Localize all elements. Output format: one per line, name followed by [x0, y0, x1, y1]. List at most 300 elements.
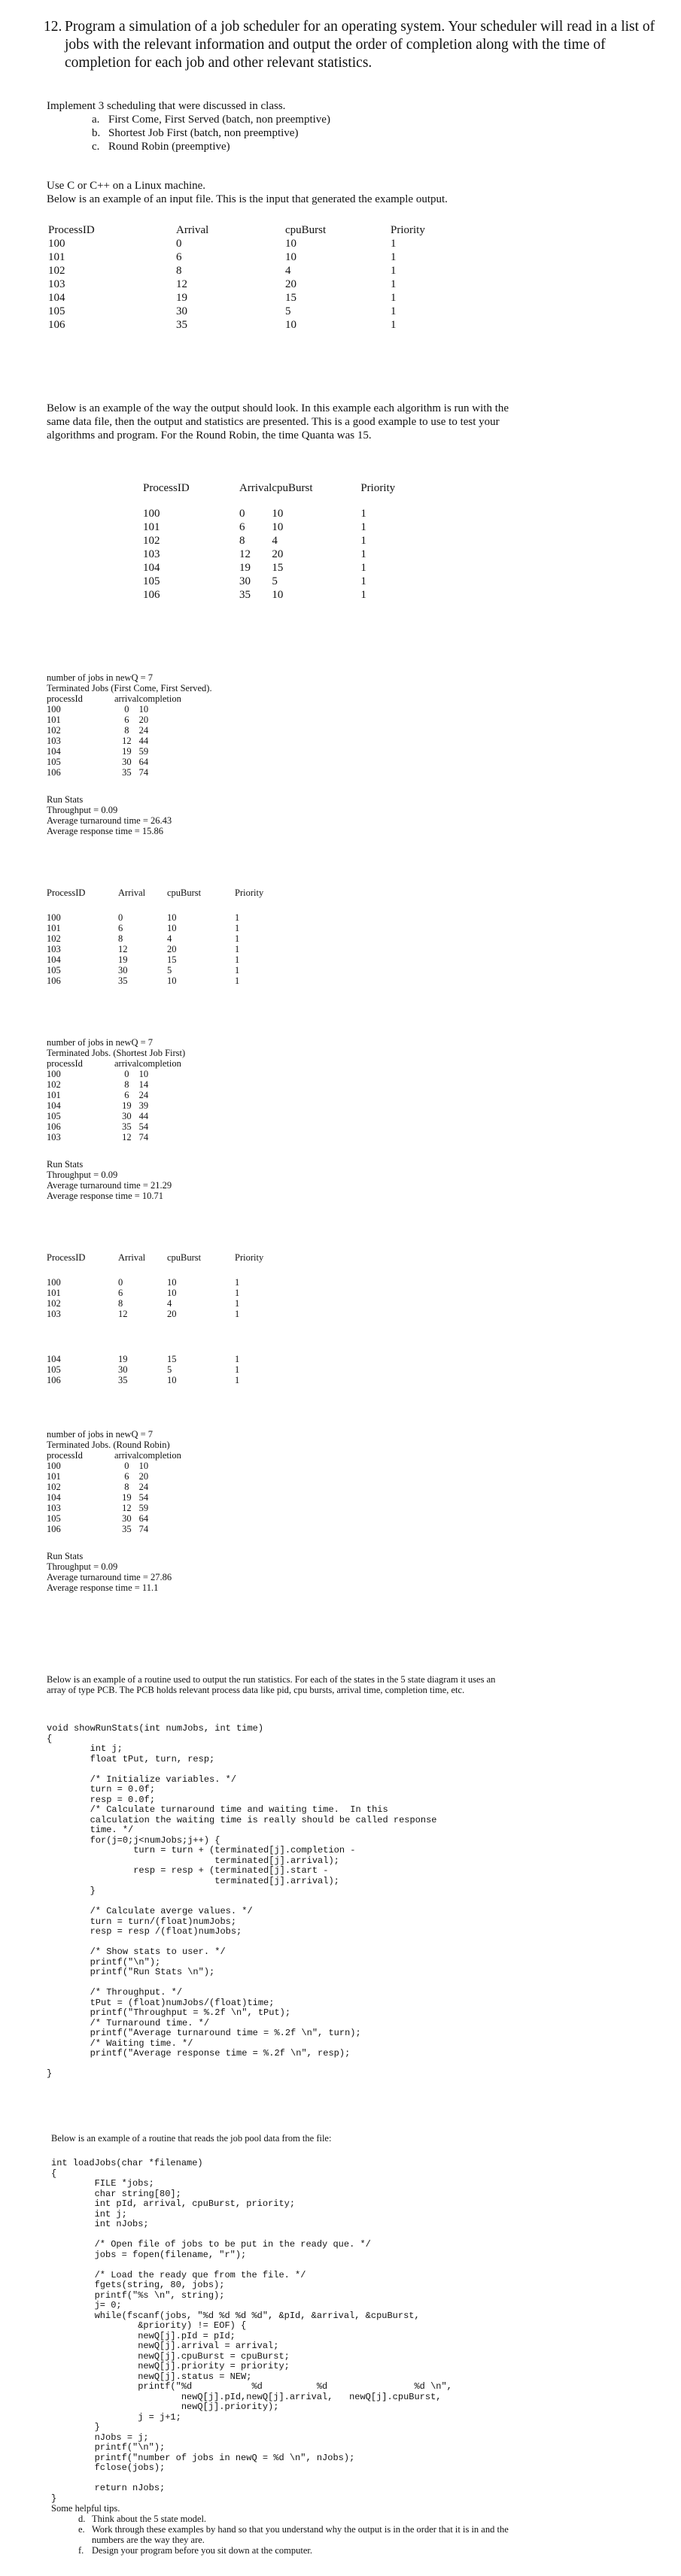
- table-cell: 30: [118, 965, 128, 975]
- implement-intro: Implement 3 scheduling that were discussed in class.: [47, 100, 286, 112]
- table-cell: 19: [239, 562, 251, 574]
- table-cell: 12: [176, 278, 187, 290]
- list-item: [78, 2514, 518, 2524]
- table-row: [47, 715, 184, 725]
- column-header: completion: [138, 1450, 181, 1461]
- table-cell: 20: [167, 944, 177, 954]
- column-header: Arrival: [118, 887, 146, 898]
- list-text: Round Robin (preemptive): [108, 141, 230, 153]
- table-cell: 74: [138, 1132, 149, 1142]
- table-cell: 10: [138, 704, 149, 715]
- language-line: Use C or C++ on a Linux machine.: [47, 180, 206, 192]
- table-row: [47, 704, 184, 715]
- table-cell: 103: [48, 278, 65, 290]
- table-cell: 12: [122, 736, 132, 746]
- table-cell: 54: [138, 1121, 149, 1132]
- table-cell: 10: [167, 1288, 177, 1298]
- table-cell: 100: [47, 704, 61, 715]
- table-cell: 102: [47, 1079, 61, 1090]
- table-row: [47, 1111, 184, 1121]
- fcfs-title: Terminated Jobs (First Come, First Served).: [47, 683, 212, 693]
- input-intro: Below is an example of an input file. This is the input that generated the example output.: [47, 193, 448, 205]
- run-stat-line: Average turnaround time = 27.86: [47, 1572, 172, 1582]
- table-cell: 0: [239, 508, 245, 520]
- table-row: [47, 975, 280, 986]
- table-cell: 10: [272, 589, 284, 601]
- table-cell: 1: [391, 251, 397, 263]
- column-header: ProcessID: [48, 224, 95, 236]
- table-cell: 0: [124, 1069, 129, 1079]
- table-row: [47, 757, 184, 767]
- run-stat-line: Throughput = 0.09: [47, 1170, 118, 1180]
- problem-text: Program a simulation of a job scheduler for an operating system. Your scheduler will read in a list of jobs with the relevant information and output the order of completion along with the time of completion for each job and other relevant statistics.: [65, 19, 655, 71]
- table-cell: 19: [176, 292, 187, 304]
- table-row: [47, 1277, 280, 1288]
- table-cell: 1: [235, 912, 240, 923]
- table-cell: 8: [239, 535, 245, 547]
- table-cell: 64: [138, 1513, 149, 1524]
- table-cell: 0: [124, 704, 129, 715]
- table-cell: 105: [47, 757, 61, 767]
- table-cell: 101: [47, 1090, 61, 1100]
- routine-intro: Below is an example of a routine used to output the run statistics. For each of the states in the 5 state diagram it uses an array of type PCB. The PCB holds relevant process data like pid, cpu bursts, arrival time, completion time, etc.: [47, 1674, 496, 1695]
- table-cell: 104: [47, 954, 61, 965]
- table-cell: 106: [47, 1524, 61, 1534]
- table-cell: 102: [143, 535, 160, 547]
- table-cell: 104: [47, 1354, 61, 1364]
- sjf-output: [47, 1037, 185, 1201]
- table-cell: 1: [360, 575, 366, 587]
- table-row: [47, 1503, 184, 1513]
- table-cell: 1: [235, 954, 240, 965]
- table-cell: 10: [167, 912, 177, 923]
- table-cell: 102: [47, 1482, 61, 1492]
- table-cell: 5: [272, 575, 278, 587]
- table-header: [47, 1252, 280, 1277]
- table-row: [47, 933, 280, 944]
- table-cell: 15: [272, 562, 284, 574]
- table-cell: 35: [122, 1524, 132, 1534]
- list-text: Think about the 5 state model.: [92, 2514, 207, 2524]
- table-row: [47, 1482, 184, 1492]
- rr-title: Terminated Jobs. (Round Robin): [47, 1440, 170, 1450]
- table-cell: 104: [47, 1100, 61, 1111]
- table-cell: 8: [118, 933, 123, 944]
- table-cell: 1: [235, 1375, 240, 1385]
- fcfs-output: [47, 672, 212, 836]
- table-cell: 4: [272, 535, 278, 547]
- table-cell: 0: [118, 1277, 123, 1288]
- rr-jobs-line: number of jobs in newQ = 7: [47, 1429, 154, 1440]
- table-row: [48, 291, 481, 305]
- table-row: [47, 1090, 184, 1100]
- table-row: [47, 1309, 280, 1319]
- table-cell: 10: [167, 1277, 177, 1288]
- list-marker: e.: [78, 2524, 85, 2535]
- column-header: processId: [47, 693, 83, 704]
- table-cell: 10: [285, 238, 296, 250]
- table-header: [47, 887, 280, 912]
- table-cell: 19: [118, 1354, 128, 1364]
- output-intro: Below is an example of the way the output should look. In this example each algorithm is run with the same data file, then the output and statistics are presented. This is a good example to use to test your algorithms and program. For the Round Robin, the time Quanta was 15.: [47, 402, 509, 441]
- table-row: [48, 278, 481, 291]
- table-cell: 10: [138, 1461, 149, 1471]
- table-cell: 100: [47, 1277, 61, 1288]
- tips-title: Some helpful tips.: [51, 2503, 120, 2514]
- table-cell: 54: [138, 1492, 149, 1503]
- run-stat-line: Average response time = 11.1: [47, 1582, 159, 1593]
- algorithm-list: [92, 113, 573, 153]
- table-cell: 0: [118, 912, 123, 923]
- table-row: [47, 944, 280, 954]
- table-cell: 30: [239, 575, 251, 587]
- table-cell: 64: [138, 757, 149, 767]
- implement-section: [47, 99, 573, 153]
- table-row: [47, 1079, 184, 1090]
- table-cell: 44: [138, 1111, 149, 1121]
- table-cell: 100: [47, 912, 61, 923]
- tips-list: [78, 2514, 518, 2556]
- run-stat-line: Throughput = 0.09: [47, 1561, 118, 1572]
- table-cell: 1: [235, 1364, 240, 1375]
- table-cell: 12: [239, 548, 251, 560]
- rr-output: [47, 1429, 184, 1593]
- table-cell: 44: [138, 736, 149, 746]
- column-header: processId: [47, 1450, 83, 1461]
- table-row: [47, 1069, 184, 1079]
- table-cell: 30: [122, 757, 132, 767]
- list-text: First Come, First Served (batch, non preemptive): [108, 114, 330, 126]
- table-cell: 59: [138, 1503, 149, 1513]
- table4: [47, 1252, 280, 1385]
- table-cell: 104: [48, 292, 65, 304]
- table-cell: 106: [47, 1121, 61, 1132]
- table-cell: 35: [122, 767, 132, 778]
- sample-input-table: [143, 481, 421, 602]
- column-header: Arrival: [118, 1252, 146, 1263]
- table-row: [47, 1364, 280, 1375]
- table-cell: 1: [391, 265, 397, 277]
- column-header: Priority: [235, 887, 264, 898]
- table-cell: 1: [235, 923, 240, 933]
- table-cell: 12: [122, 1503, 132, 1513]
- run-stat-line: Run Stats: [47, 794, 84, 805]
- table-row: [47, 1298, 280, 1309]
- table-cell: 100: [47, 1461, 61, 1471]
- run-stat-line: Average response time = 15.86: [47, 826, 164, 836]
- table-cell: 100: [143, 508, 160, 520]
- table-cell: 39: [138, 1100, 149, 1111]
- table-cell: 1: [235, 1354, 240, 1364]
- table-row: [47, 1524, 184, 1534]
- input-table: [48, 223, 481, 332]
- column-header: Priority: [360, 482, 396, 494]
- table-cell: 0: [124, 1461, 129, 1471]
- table3: [47, 887, 280, 986]
- table-cell: 103: [143, 548, 160, 560]
- table-header: [47, 1450, 184, 1461]
- table-row: [47, 965, 280, 975]
- table-cell: 103: [47, 1132, 61, 1142]
- table-cell: 10: [285, 319, 296, 331]
- table-cell: 4: [167, 1298, 172, 1309]
- table-cell: 101: [47, 1471, 61, 1482]
- table-cell: 101: [48, 251, 65, 263]
- table-cell: 106: [47, 767, 61, 778]
- table-cell: 15: [167, 954, 177, 965]
- table-cell: 1: [235, 1298, 240, 1309]
- table-cell: 24: [138, 1090, 149, 1100]
- table-cell: 1: [391, 305, 397, 317]
- requirements: [47, 179, 649, 206]
- table-row: [47, 725, 184, 736]
- table-cell: 12: [118, 944, 128, 954]
- table-cell: 5: [167, 965, 172, 975]
- table-cell: 35: [118, 1375, 128, 1385]
- sjf-title: Terminated Jobs. (Shortest Job First): [47, 1048, 186, 1058]
- table-cell: 59: [138, 746, 149, 757]
- table-cell: 1: [235, 965, 240, 975]
- table-cell: 19: [122, 746, 132, 757]
- column-header: Priority: [391, 224, 425, 236]
- table-cell: 106: [143, 589, 160, 601]
- table-cell: 102: [47, 933, 61, 944]
- table-cell: 30: [122, 1513, 132, 1524]
- table-header: [47, 693, 184, 704]
- table-cell: 105: [143, 575, 160, 587]
- table-row: [47, 746, 184, 757]
- table-cell: 1: [235, 1288, 240, 1298]
- list-text: Work through these examples by hand so that you understand why the output is in the order that it is in and the numbers are the way they are.: [92, 2524, 509, 2545]
- table-cell: 20: [272, 548, 284, 560]
- table-cell: 0: [176, 238, 182, 250]
- column-header: cpuBurst: [167, 1252, 202, 1263]
- column-header: Arrival: [239, 482, 272, 494]
- table-cell: 101: [47, 1288, 61, 1298]
- list-text: Shortest Job First (batch, non preemptive): [108, 127, 299, 139]
- problem-number: 12.: [44, 19, 62, 35]
- table-cell: 1: [235, 1309, 240, 1319]
- table-cell: 6: [118, 1288, 123, 1298]
- table-row: [47, 767, 184, 778]
- column-header: processId: [47, 1058, 83, 1069]
- load-jobs-code: int loadJobs(char *filename) { FILE *jobs; char string[80]; int pId, arrival, cpuBurst, priority; int j; int nJobs; /* Open file of jobs to be put in the ready que. */ jobs = fopen(filename, "r"); /* Load the ready que from the file. */ fgets(string, 80, jobs); printf("%s \n", string); j= 0; while(fscanf(jobs, "%d %d %d %d", &pId, &arrival, &cpuBurst, &priority) != EOF) { newQ[j].pId = pId; newQ[j].arrival = arrival; newQ[j].cpuBurst = cpuBurst; newQ[j].priority = priority; newQ[j].status = NEW; printf("%d %d %d %d \n", newQ[j].pId,newQ[j].arrival, newQ[j].cpuBurst, newQ[j].priority); j = j+1; } nJobs = j; printf("\n"); printf("number of jobs in newQ = %d \n", nJobs); fclose(jobs); return nJobs; }: [51, 2158, 452, 2504]
- table-row: [143, 507, 421, 520]
- list-marker: a.: [92, 114, 100, 126]
- table-row: [143, 561, 421, 575]
- list-marker: c.: [92, 141, 100, 153]
- column-header: Priority: [235, 1252, 264, 1263]
- table-cell: 6: [124, 715, 129, 725]
- table-cell: 8: [118, 1298, 123, 1309]
- run-stat-line: Run Stats: [47, 1159, 84, 1170]
- table-row: [48, 250, 481, 264]
- table-cell: 74: [138, 767, 149, 778]
- list-text: Design your program before you sit down at the computer.: [92, 2545, 312, 2556]
- table-cell: 1: [360, 548, 366, 560]
- table-cell: 6: [176, 251, 182, 263]
- column-header: Arrival: [176, 224, 209, 236]
- table-row: [47, 1132, 184, 1142]
- table-cell: 5: [285, 305, 291, 317]
- table-cell: 35: [122, 1121, 132, 1132]
- table-cell: 8: [124, 1482, 129, 1492]
- table-cell: 100: [47, 1069, 61, 1079]
- table-cell: 8: [124, 725, 129, 736]
- table-cell: 1: [391, 278, 397, 290]
- problem-heading: [44, 18, 661, 72]
- table-row: [48, 305, 481, 318]
- table-cell: 4: [167, 933, 172, 944]
- table-cell: 1: [391, 292, 397, 304]
- table-cell: 20: [285, 278, 296, 290]
- table-cell: 1: [391, 319, 397, 331]
- table-cell: 10: [138, 1069, 149, 1079]
- fcfs-jobs-line: number of jobs in newQ = 7: [47, 672, 154, 683]
- table-cell: 10: [272, 521, 284, 533]
- table-cell: 12: [118, 1309, 128, 1319]
- table-cell: 101: [143, 521, 160, 533]
- table-row: [47, 1354, 280, 1364]
- run-stat-line: Average turnaround time = 26.43: [47, 815, 172, 826]
- table-cell: 105: [48, 305, 65, 317]
- table-cell: 1: [235, 975, 240, 986]
- column-header: arrival: [114, 1058, 139, 1069]
- table-cell: 24: [138, 1482, 149, 1492]
- column-header: ProcessID: [47, 1252, 86, 1263]
- column-header: ProcessID: [47, 887, 86, 898]
- table-cell: 1: [235, 1277, 240, 1288]
- table-cell: 5: [167, 1364, 172, 1375]
- table-cell: 6: [124, 1471, 129, 1482]
- run-stat-line: Throughput = 0.09: [47, 805, 118, 815]
- table-cell: 35: [118, 975, 128, 986]
- table-cell: 103: [47, 944, 61, 954]
- table-cell: 6: [118, 923, 123, 933]
- table-row: [47, 1100, 184, 1111]
- table-row: [47, 923, 280, 933]
- table-cell: 106: [48, 319, 65, 331]
- list-item: [92, 140, 573, 153]
- table-cell: 8: [176, 265, 182, 277]
- table-row: [48, 237, 481, 250]
- table-cell: 102: [48, 265, 65, 277]
- table-cell: 102: [47, 725, 61, 736]
- table-row: [47, 1288, 280, 1298]
- table-cell: 105: [47, 1513, 61, 1524]
- table-cell: 19: [118, 954, 128, 965]
- column-header: ProcessID: [143, 482, 190, 494]
- column-header: cpuBurst: [272, 482, 313, 494]
- table-cell: 104: [47, 746, 61, 757]
- list-item: [78, 2545, 518, 2556]
- list-marker: d.: [78, 2514, 86, 2524]
- table-cell: 103: [47, 1309, 61, 1319]
- table-cell: 103: [47, 1503, 61, 1513]
- table-cell: 20: [138, 715, 149, 725]
- table-cell: 14: [138, 1079, 149, 1090]
- table-row: [143, 534, 421, 548]
- table-cell: 101: [47, 923, 61, 933]
- table-row: [47, 736, 184, 746]
- table-cell: 30: [118, 1364, 128, 1375]
- table-cell: 24: [138, 725, 149, 736]
- table-cell: 10: [285, 251, 296, 263]
- table-row: [143, 575, 421, 588]
- table-cell: 20: [138, 1471, 149, 1482]
- table-cell: 30: [176, 305, 187, 317]
- table-row: [47, 1513, 184, 1524]
- table-row: [47, 1461, 184, 1471]
- list-item: [92, 126, 573, 140]
- table-header: [47, 1058, 184, 1069]
- list-marker: f.: [78, 2545, 84, 2556]
- column-header: arrival: [114, 693, 139, 704]
- table-row: [47, 1375, 280, 1385]
- table-cell: 30: [122, 1111, 132, 1121]
- column-header: arrival: [114, 1450, 139, 1461]
- table-cell: 35: [176, 319, 187, 331]
- table-cell: 35: [239, 589, 251, 601]
- table-row: [47, 912, 280, 923]
- table-cell: 101: [47, 715, 61, 725]
- table-cell: 10: [167, 1375, 177, 1385]
- table-cell: 100: [48, 238, 65, 250]
- table-cell: 104: [143, 562, 160, 574]
- table-cell: 1: [391, 238, 397, 250]
- table-cell: 105: [47, 1364, 61, 1375]
- table-cell: 15: [167, 1354, 177, 1364]
- table-cell: 1: [360, 508, 366, 520]
- column-header: cpuBurst: [285, 224, 327, 236]
- table-cell: 1: [235, 933, 240, 944]
- sjf-jobs-line: number of jobs in newQ = 7: [47, 1037, 154, 1048]
- table-cell: 1: [360, 521, 366, 533]
- table-cell: 12: [122, 1132, 132, 1142]
- list-item: [92, 113, 573, 126]
- table-cell: 10: [272, 508, 284, 520]
- table-cell: 74: [138, 1524, 149, 1534]
- table-cell: 10: [167, 923, 177, 933]
- table-cell: 6: [239, 521, 245, 533]
- table-row: [47, 1492, 184, 1503]
- table-cell: 8: [124, 1079, 129, 1090]
- table-cell: 19: [122, 1492, 132, 1503]
- table-cell: 1: [360, 535, 366, 547]
- table-row: [47, 1121, 184, 1132]
- table-row: [48, 318, 481, 332]
- table-cell: 1: [360, 589, 366, 601]
- table-cell: 105: [47, 1111, 61, 1121]
- table-cell: 106: [47, 1375, 61, 1385]
- table-row: [143, 548, 421, 561]
- run-stat-line: Average response time = 10.71: [47, 1191, 164, 1201]
- column-header: completion: [138, 693, 181, 704]
- table-cell: 1: [360, 562, 366, 574]
- table-row: [48, 264, 481, 278]
- table-row: [47, 954, 280, 965]
- column-header: cpuBurst: [167, 887, 202, 898]
- run-stat-line: Run Stats: [47, 1551, 84, 1561]
- table-row: [47, 1471, 184, 1482]
- table-row: [143, 588, 421, 602]
- table-header: [143, 481, 421, 507]
- table-cell: 10: [167, 975, 177, 986]
- table-header: [48, 223, 481, 237]
- table-cell: 1: [235, 944, 240, 954]
- list-item: [78, 2524, 518, 2545]
- table-row: [143, 520, 421, 534]
